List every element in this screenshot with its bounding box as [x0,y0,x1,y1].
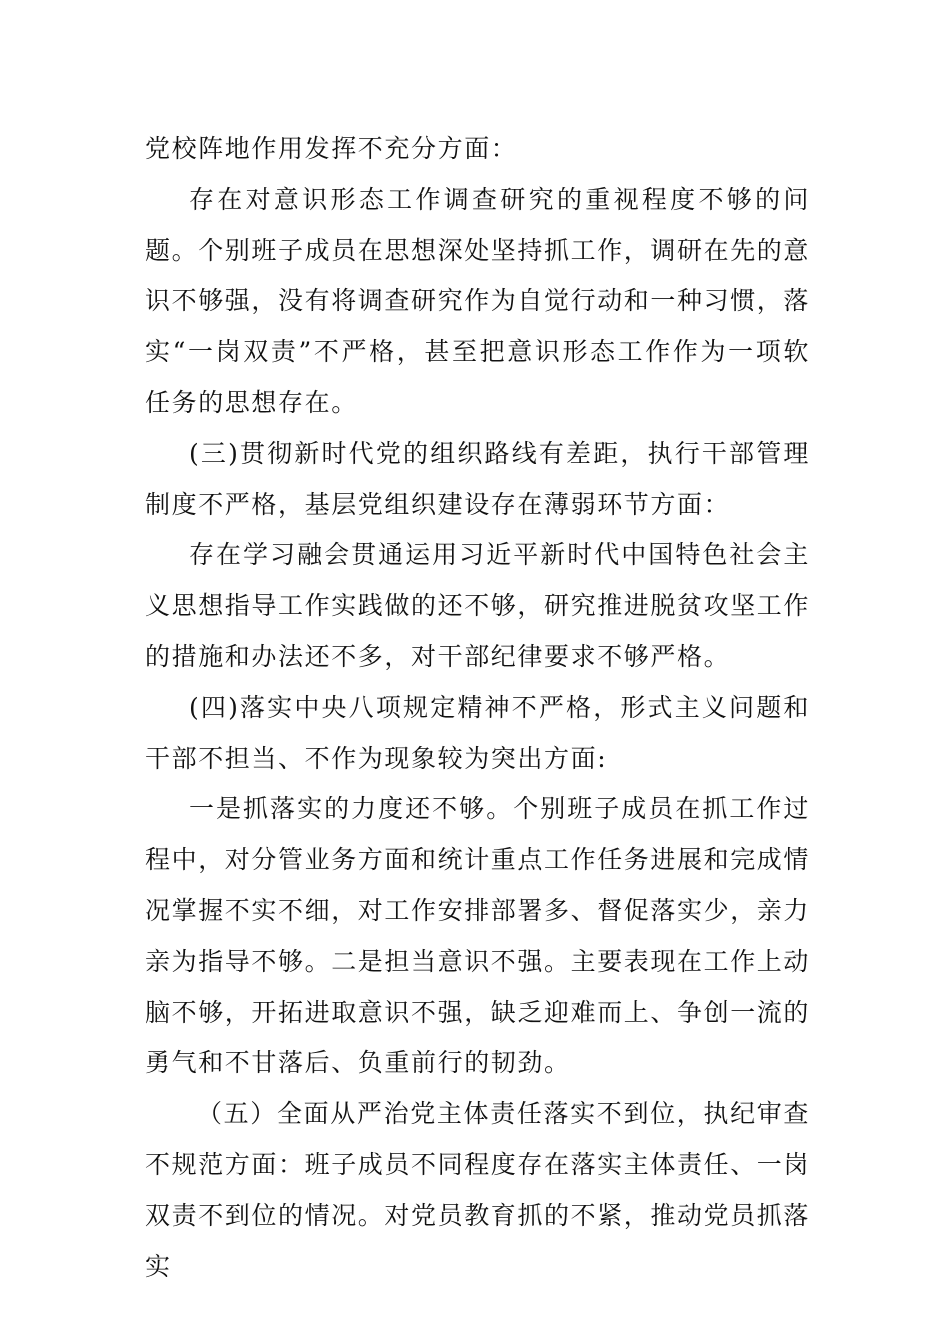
paragraph-section-four-heading: (四)落实中央八项规定精神不严格，形式主义问题和干部不担当、不作为现象较为突出方面: [145,692,810,773]
paragraph-study-application: 存在学习融会贯通运用习近平新时代中国特色社会主义思想指导工作实践做的还不够，研究推进脱贫攻坚工作的措施和办法还不多，对干部纪律要求不够严格。 [145,540,811,671]
paragraph-section-three-heading: (三)贯彻新时代党的组织路线有差距，执行干部管理制度不严格，基层党组织建设存在薄弱环节方面： [145,438,810,519]
paragraph-party-school-heading: 党校阵地作用发挥不充分方面： [145,134,518,163]
paragraph-implementation-issues: 一是抓落实的力度还不够。个别班子成员在抓工作过程中，对分管业务方面和统计重点工作任务进展和完成情况掌握不实不细，对工作安排部署多、督促落实少，亲力亲为指导不够。二是担当意识不强。主要表现在工作上动脑不够，开拓进取意识不强，缺乏迎难而上、争创一流的勇气和不甘落后、负重前行的韧劲。 [145,794,811,1078]
document-body [145,124,810,1292]
paragraph-section-five: （五）全面从严治党主体责任落实不到位，执纪审查不规范方面：班子成员不同程度存在落实主体责任、一岗双责不到位的情况。对党员教育抓的不紧，推动党员抓落实 [145,1099,811,1281]
paragraph-ideology-research: 存在对意识形态工作调查研究的重视程度不够的问题。个别班子成员在思想深处坚持抓工作，调研在先的意识不够强，没有将调查研究作为自觉行动和一种习惯，落实“一岗双责”不严格，甚至把意识形态工作作为一项软任务的思想存在。 [145,184,811,417]
